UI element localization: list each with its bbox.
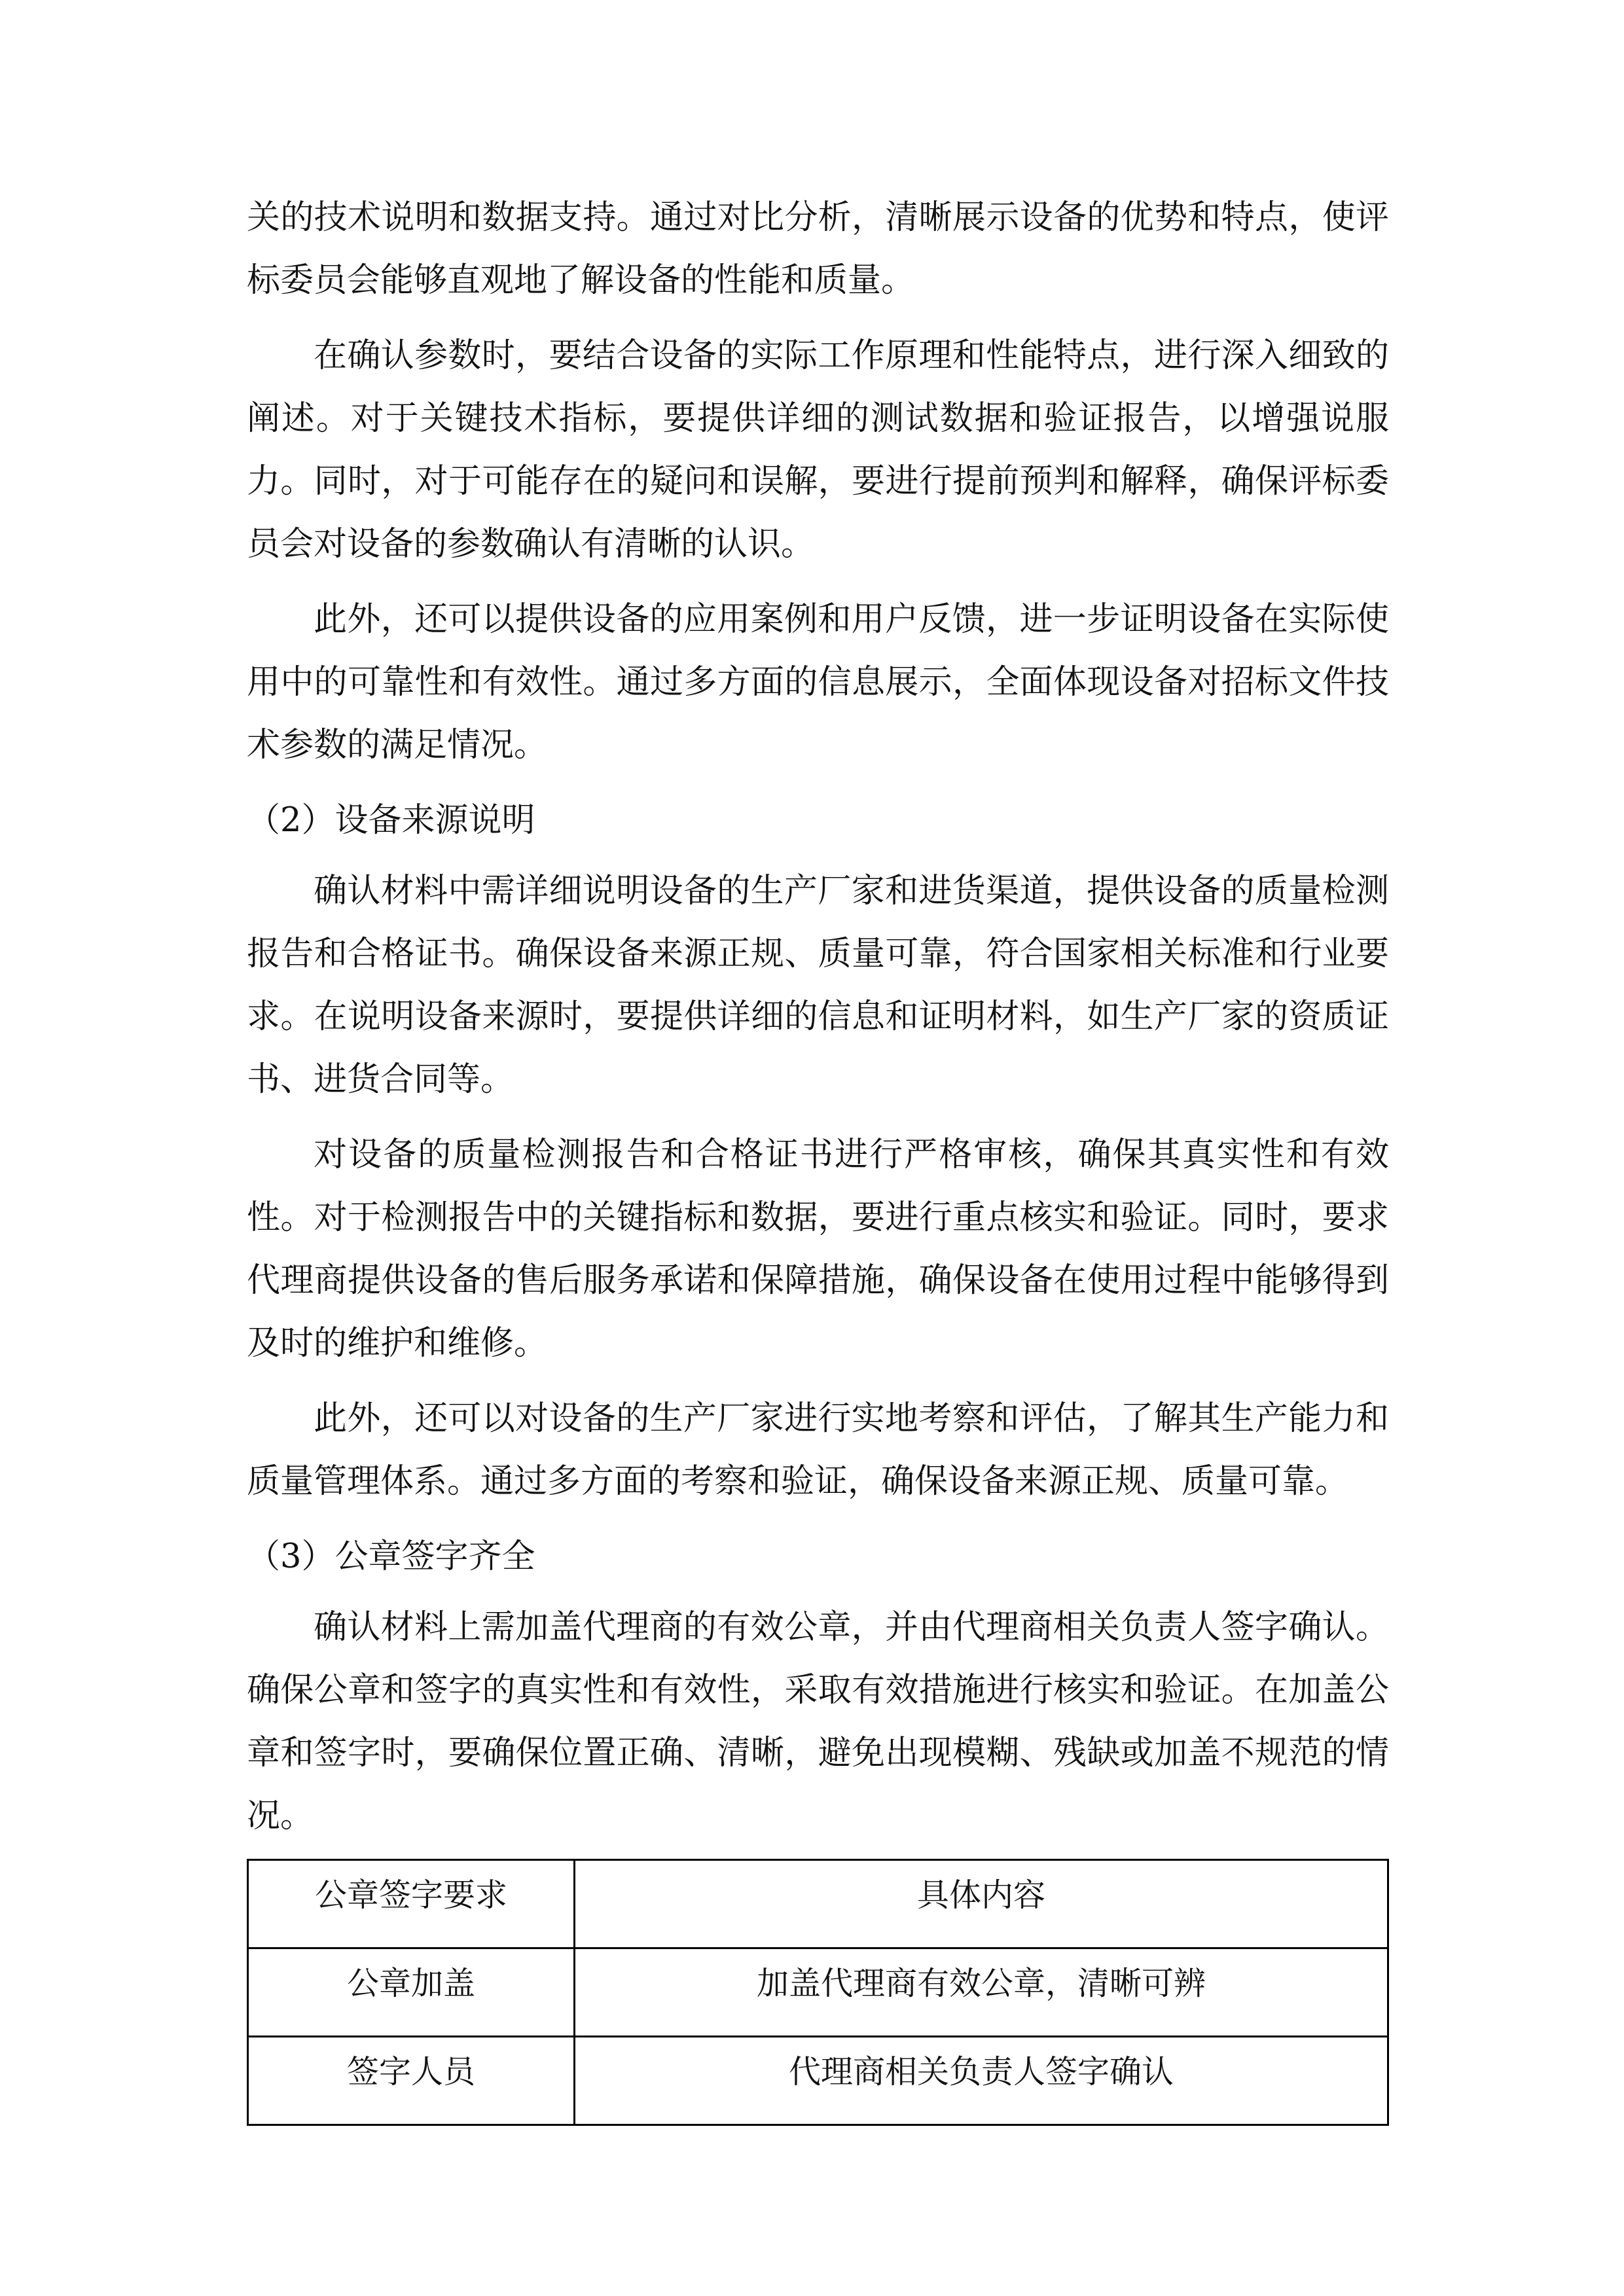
paragraph-line: 阐述。对于关键技术指标，要提供详细的测试数据和验证报告，以增强说服 [247, 399, 1389, 438]
paragraph-line: 况。 [247, 1797, 314, 1835]
seal-signature-table [247, 1859, 1389, 2126]
paragraph-line: 报告和合格证书。确保设备来源正规、质量可靠，符合国家相关标准和行业要 [247, 935, 1389, 973]
table-header-cell: 公章签字要求 [248, 1860, 575, 1948]
paragraph-line: 性。对于检测报告中的关键指标和数据，要进行重点核实和验证。同时，要求 [247, 1198, 1389, 1237]
paragraph [247, 187, 1389, 312]
paragraph-line: 用中的可靠性和有效性。通过多方面的信息展示，全面体现设备对招标文件技 [247, 663, 1389, 702]
paragraph [247, 1124, 1389, 1375]
paragraph-line: 代理商提供设备的售后服务承诺和保障措施，确保设备在使用过程中能够得到 [247, 1261, 1389, 1300]
paragraph-line: 员会对设备的参数确认有清晰的认识。 [247, 525, 815, 564]
table-cell: 代理商相关负责人签字确认 [575, 2037, 1388, 2125]
section-heading: （3）公章签字齐全 [247, 1537, 535, 1576]
paragraph [247, 860, 1389, 1111]
paragraph [247, 1388, 1389, 1513]
paragraph-line: 标委员会能够直观地了解设备的性能和质量。 [247, 261, 915, 300]
section-heading: （2）设备来源说明 [247, 801, 535, 840]
paragraph-line: 书、进货合同等。 [247, 1060, 514, 1099]
table-cell: 公章加盖 [248, 1948, 575, 2037]
paragraph-line: 对设备的质量检测报告和合格证书进行严格审核，确保其真实性和有效 [314, 1136, 1389, 1174]
table-cell: 加盖代理商有效公章，清晰可辨 [575, 1948, 1388, 2037]
paragraph-line: 此外，还可以提供设备的应用案例和用户反馈，进一步证明设备在实际使 [314, 600, 1389, 639]
paragraph [247, 325, 1389, 576]
paragraph-line: 求。在说明设备来源时，要提供详细的信息和证明材料，如生产厂家的资质证 [247, 997, 1389, 1036]
document-body [247, 187, 1389, 1860]
paragraph-line: 术参数的满足情况。 [247, 726, 548, 764]
paragraph-line: 确认材料中需详细说明设备的生产厂家和进货渠道，提供设备的质量检测 [314, 872, 1389, 910]
paragraph [247, 588, 1389, 777]
table-row [248, 2037, 1388, 2125]
paragraph [247, 1596, 1389, 1848]
table-cell: 签字人员 [248, 2037, 575, 2125]
paragraph-line: 确认材料上需加盖代理商的有效公章，并由代理商相关负责人签字确认。 [314, 1608, 1389, 1647]
paragraph-line: 章和签字时，要确保位置正确、清晰，避免出现模糊、残缺或加盖不规范的情 [247, 1734, 1389, 1772]
paragraph-line: 确保公章和签字的真实性和有效性，采取有效措施进行核实和验证。在加盖公 [247, 1671, 1389, 1710]
paragraph-line: 及时的维护和维修。 [247, 1324, 548, 1363]
table-header-cell: 具体内容 [575, 1860, 1388, 1948]
paragraph-line: 力。同时，对于可能存在的疑问和误解，要进行提前预判和解释，确保评标委 [247, 462, 1389, 501]
paragraph-line: 此外，还可以对设备的生产厂家进行实地考察和评估，了解其生产能力和 [314, 1399, 1389, 1438]
table-row [248, 1948, 1388, 2037]
paragraph-line: 关的技术说明和数据支持。通过对比分析，清晰展示设备的优势和特点，使评 [247, 198, 1389, 237]
table-header-row [248, 1860, 1388, 1948]
paragraph-line: 质量管理体系。通过多方面的考察和验证，确保设备来源正规、质量可靠。 [247, 1462, 1349, 1501]
paragraph-line: 在确认参数时，要结合设备的实际工作原理和性能特点，进行深入细致的 [314, 336, 1389, 375]
